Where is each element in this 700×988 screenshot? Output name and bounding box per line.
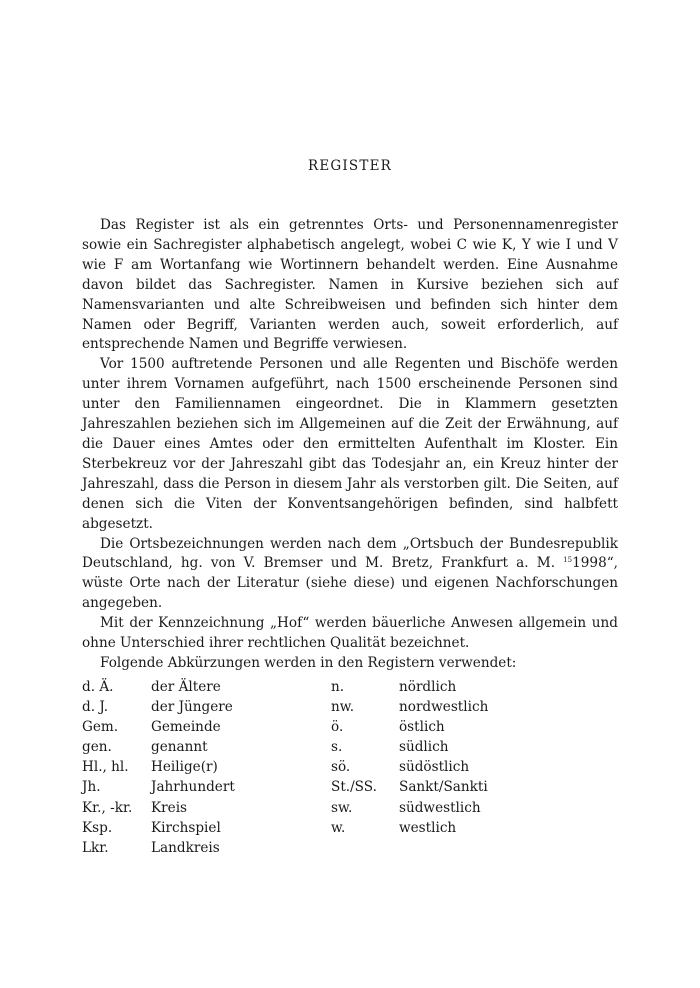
edition-superscript: 15 [563, 556, 573, 565]
abbreviation-term: Lkr. [82, 839, 109, 856]
abbreviation-term: St./SS. [331, 779, 377, 796]
abbreviation-meaning: südwestlich [399, 799, 481, 816]
abbreviation-term: d. J. [82, 699, 109, 716]
abbreviation-meaning: Landkreis [151, 839, 220, 856]
abbreviation-meaning: Gemeinde [151, 719, 221, 736]
place-names-text-before: Die Ortsbezeichnungen werden nach dem „Ortsbuch der Bundesrepublik Deutschland, hg. von V. Bremser und M. Bretz, Frankfurt a. M. [82, 535, 618, 572]
paragraph-hof-marking: Mit der Kennzeichnung „Hof“ werden bäuerliche Anwesen allgemein und ohne Unterschied ihrer rechtlichen Qualität bezeichnet. [82, 615, 618, 652]
abbreviation-term: sö. [331, 759, 351, 776]
abbreviation-term: d. Ä. [82, 679, 114, 695]
abbreviation-meaning: nordwestlich [399, 699, 489, 716]
page-title: REGISTER [307, 158, 392, 174]
abbreviation-meaning: nördlich [399, 679, 457, 695]
abbreviation-term: w. [331, 819, 346, 836]
abbreviation-meaning: östlich [399, 719, 445, 736]
paragraph-place-names [82, 535, 618, 615]
abbreviation-term: sw. [331, 799, 353, 816]
abbreviation-term: Ksp. [82, 819, 113, 836]
abbreviation-meaning: Jahrhundert [151, 779, 235, 796]
abbreviation-meaning: der Ältere [151, 679, 221, 695]
abbreviation-meaning: genannt [151, 739, 208, 756]
abbreviation-meaning: der Jüngere [151, 699, 233, 716]
paragraph-person-ordering: Vor 1500 auftretende Personen und alle Regenten und Bischöfe werden unter ihrem Vornamen aufgeführt, nach 1500 erscheinende Personen sind unter den Familiennamen eingeordnet. Die in Klammern gesetzten Jahreszahlen beziehen sich im Allgemeinen auf die Zeit der Erwähnung, auf die Dauer eines Amtes oder den ermittelten Aufenthalt im Kloster. Ein Sterbekreuz vor der Jahreszahl gibt das Todesjahr an, ein Kreuz hinter der Jahreszahl, dass die Person in diesem Jahr als verstorben gilt. Die Seiten, auf denen sich die Viten der Konventsangehörigen befinden, sind halbfett abgesetzt. [82, 356, 618, 532]
abbreviation-term: Gem. [82, 719, 119, 736]
abbreviation-meaning: Kreis [151, 799, 188, 816]
abbreviation-meaning: Kirchspiel [151, 819, 221, 836]
abbreviation-meaning: westlich [399, 819, 457, 836]
abbreviation-meaning: Heilige(r) [151, 759, 218, 776]
paragraph-register-structure: Das Register ist als ein getrenntes Orts- und Personennamenregister sowie ein Sachregister alphabetisch angelegt, wobei C wie K, Y wie I und V wie F am Wortanfang wie Wortinnern behandelt werden. Eine Ausnahme davon bildet das Sachregister. Namen in Kursive beziehen sich auf Namensvarianten und alte Schreibweisen und befinden sich hinter dem Namen oder Begriff, Varianten werden auch, soweit erforderlich, auf entsprechende Namen und Begriffe verwiesen. [82, 217, 618, 353]
abbreviation-term: Kr., -kr. [82, 799, 133, 816]
abbreviation-term: Jh. [82, 779, 101, 796]
abbreviation-term: ö. [331, 719, 344, 736]
paragraph-abbreviations-intro: Folgende Abkürzungen werden in den Registern verwendet: [100, 654, 517, 671]
abbreviation-term: gen. [82, 739, 112, 756]
abbreviation-term: s. [331, 739, 343, 756]
abbreviation-meaning: südlich [399, 739, 449, 756]
abbreviation-meaning: südöstlich [399, 759, 470, 776]
abbreviation-term: n. [331, 679, 345, 695]
place-names-text-after: 1998“, wüste Orte nach der Literatur (siehe diese) und eigenen Nachforschungen angegeben. [82, 555, 618, 612]
abbreviation-meaning: Sankt/Sankti [399, 779, 488, 796]
abbreviation-term: nw. [331, 699, 355, 716]
abbreviation-term: Hl., hl. [82, 759, 129, 776]
intro-text [82, 216, 618, 674]
